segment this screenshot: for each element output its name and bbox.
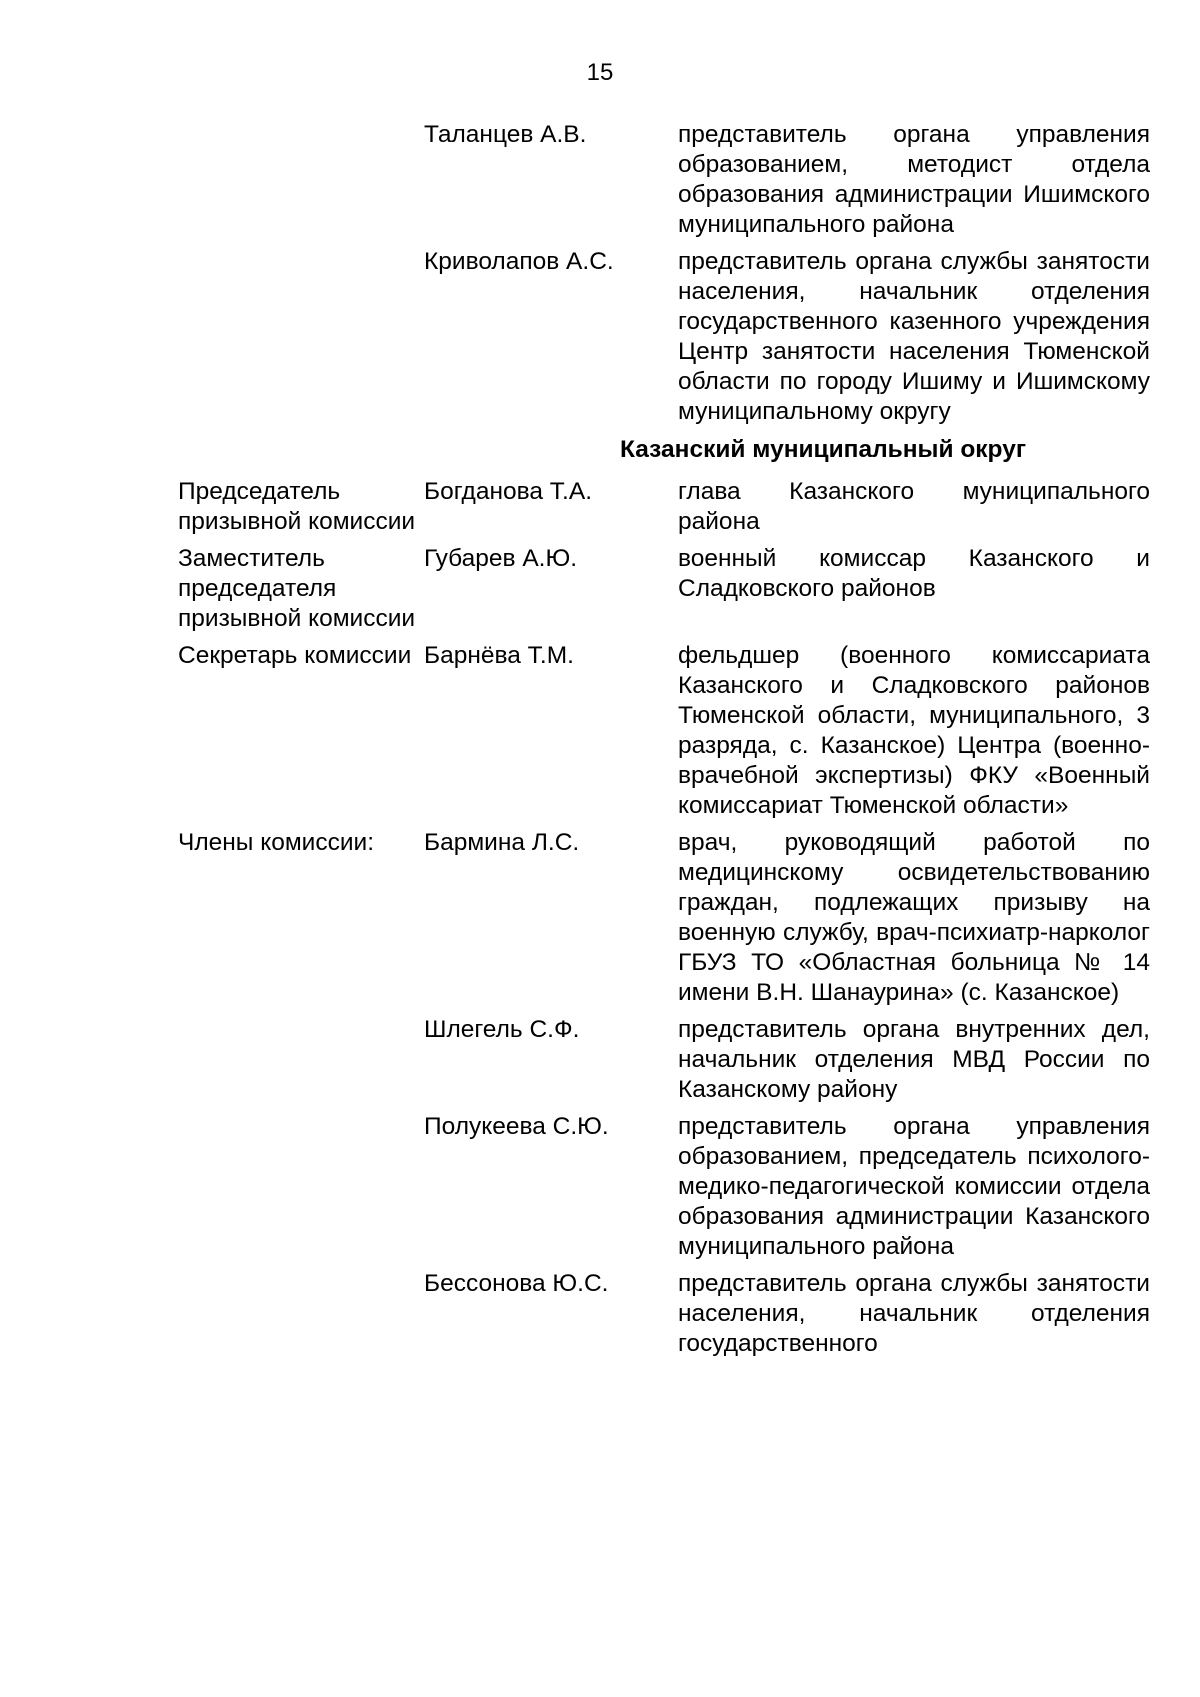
member-role: Заместитель председателя призывной комиссии bbox=[178, 545, 416, 632]
member-name: Таланцев А.В. bbox=[424, 121, 587, 148]
member-description: представитель органа управления образованием, председатель психолого-медико-педагогической комиссии отдела образования администрации Казанского муниципального района bbox=[678, 1113, 1150, 1260]
member-row bbox=[178, 544, 1150, 634]
member-row bbox=[178, 1269, 1150, 1359]
member-name: Богданова Т.А. bbox=[424, 478, 592, 505]
member-description: представитель органа управления образованием, методист отдела образования администрации Ишимского муниципального района bbox=[678, 121, 1150, 238]
member-row bbox=[178, 247, 1150, 427]
member-name: Барнёва Т.М. bbox=[424, 642, 574, 669]
member-row bbox=[178, 1015, 1150, 1105]
member-name: Полукеева С.Ю. bbox=[424, 1113, 609, 1140]
member-description: врач, руководящий работой по медицинскому освидетельствованию граждан, подлежащих призыву на военную службу, врач-психиатр-нарколог ГБУЗ ТО «Областная больница № 14 имени В.Н. Шанаурина» (с. Казанское) bbox=[678, 829, 1150, 1006]
member-description: представитель органа службы занятости населения, начальник отделения государственного казенного учреждения Центр занятости населения Тюменской области по городу Ишиму и Ишимскому муниципальному округу bbox=[678, 248, 1150, 425]
member-row bbox=[178, 641, 1150, 821]
member-description: глава Казанского муниципального района bbox=[678, 478, 1150, 535]
member-name: Криволапов А.С. bbox=[424, 248, 614, 275]
section-heading-text: Казанский муниципальный округ bbox=[620, 436, 1027, 463]
commission-list bbox=[178, 120, 1150, 1359]
section-heading bbox=[424, 435, 1150, 465]
member-name: Бармина Л.С. bbox=[424, 829, 580, 856]
member-description: фельдшер (военного комиссариата Казанского и Сладковского районов Тюменской области, муниципального, 3 разряда, с. Казанское) Центра (военно-врачебной экспертизы) ФКУ «Военный комиссариат Тюменской области» bbox=[678, 642, 1150, 819]
member-role: Секретарь комиссии bbox=[178, 642, 412, 669]
member-row bbox=[178, 477, 1150, 537]
page-number: 15 bbox=[586, 59, 614, 86]
member-name: Губарев А.Ю. bbox=[424, 545, 578, 572]
member-role: Председатель призывной комиссии bbox=[178, 478, 416, 535]
member-description: представитель органа службы занятости населения, начальник отделения государственного bbox=[678, 1270, 1150, 1357]
member-row bbox=[178, 120, 1150, 240]
member-name: Шлегель С.Ф. bbox=[424, 1016, 580, 1043]
member-description: представитель органа внутренних дел, начальник отделения МВД России по Казанскому району bbox=[678, 1016, 1150, 1103]
member-description: военный комиссар Казанского и Сладковского районов bbox=[678, 545, 1150, 602]
member-name: Бессонова Ю.С. bbox=[424, 1270, 609, 1297]
member-row bbox=[178, 1112, 1150, 1262]
member-row bbox=[178, 828, 1150, 1008]
member-role: Члены комиссии: bbox=[178, 829, 375, 856]
